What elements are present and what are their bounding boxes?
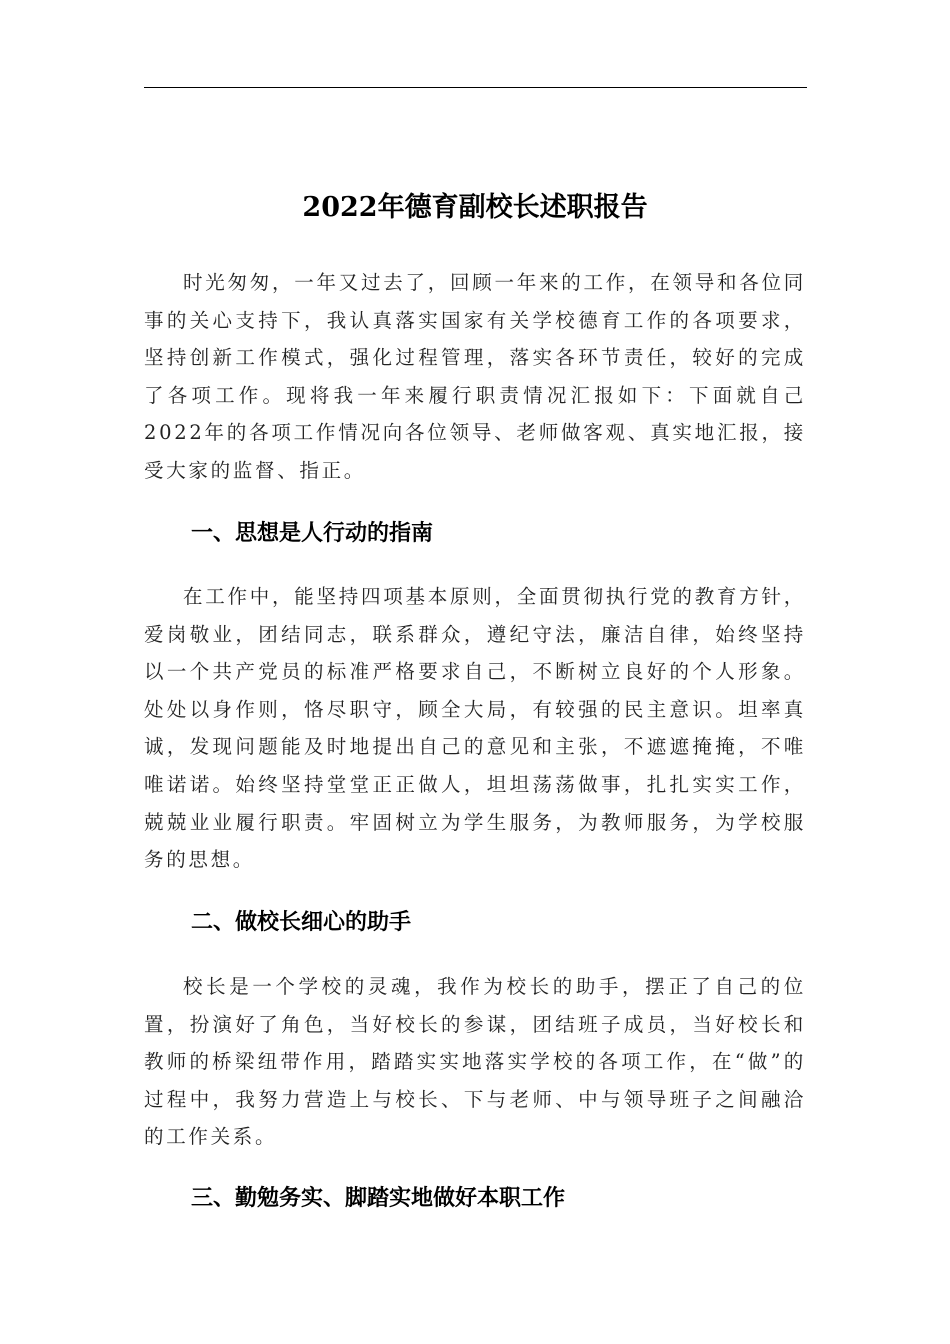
section-heading-3: 三、勤勉务实、脚踏实地做好本职工作 — [191, 1186, 566, 1211]
header-rule — [144, 87, 807, 88]
section-body-2: 校长是一个学校的灵魂，我作为校长的助手，摆正了自己的位置，扮演好了角色，当好校长的参谋，团结班子成员，当好校长和教师的桥梁纽带作用，踏踏实实地落实学校的各项工作，在“做”的过程中，我努力营造上与校长、下与老师、中与领导班子之间融洽的工作关系。 — [144, 975, 806, 1149]
section-body-1: 在工作中，能坚持四项基本原则，全面贯彻执行党的教育方针，爱岗敬业，团结同志，联系群众，遵纪守法，廉洁自律，始终坚持以一个共产党员的标准严格要求自己，不断树立良好的个人形象。处处以身作则，恪尽职守，顾全大局，有较强的民主意识。坦率真诚，发现问题能及时地提出自己的意见和主张，不遮遮掩掩，不唯唯诺诺。始终坚持堂堂正正做人，坦坦荡荡做事，扎扎实实工作，兢兢业业履行职责。牢固树立为学生服务，为教师服务，为学校服务的思想。 — [144, 585, 806, 872]
intro-paragraph: 时光匆匆，一年又过去了，回顾一年来的工作，在领导和各位同事的关心支持下，我认真落实国家有关学校德育工作的各项要求，坚持创新工作模式，强化过程管理，落实各环节责任，较好的完成了各项工作。现将我一年来履行职责情况汇报如下：下面就自己2022年的各项工作情况向各位领导、老师做客观、真实地汇报，接受大家的监督、指正。 — [144, 271, 806, 482]
document-title: 2022年德育副校长述职报告 — [302, 192, 648, 224]
section-heading-2: 二、做校长细心的助手 — [191, 910, 412, 935]
section-heading-1: 一、思想是人行动的指南 — [191, 521, 434, 546]
